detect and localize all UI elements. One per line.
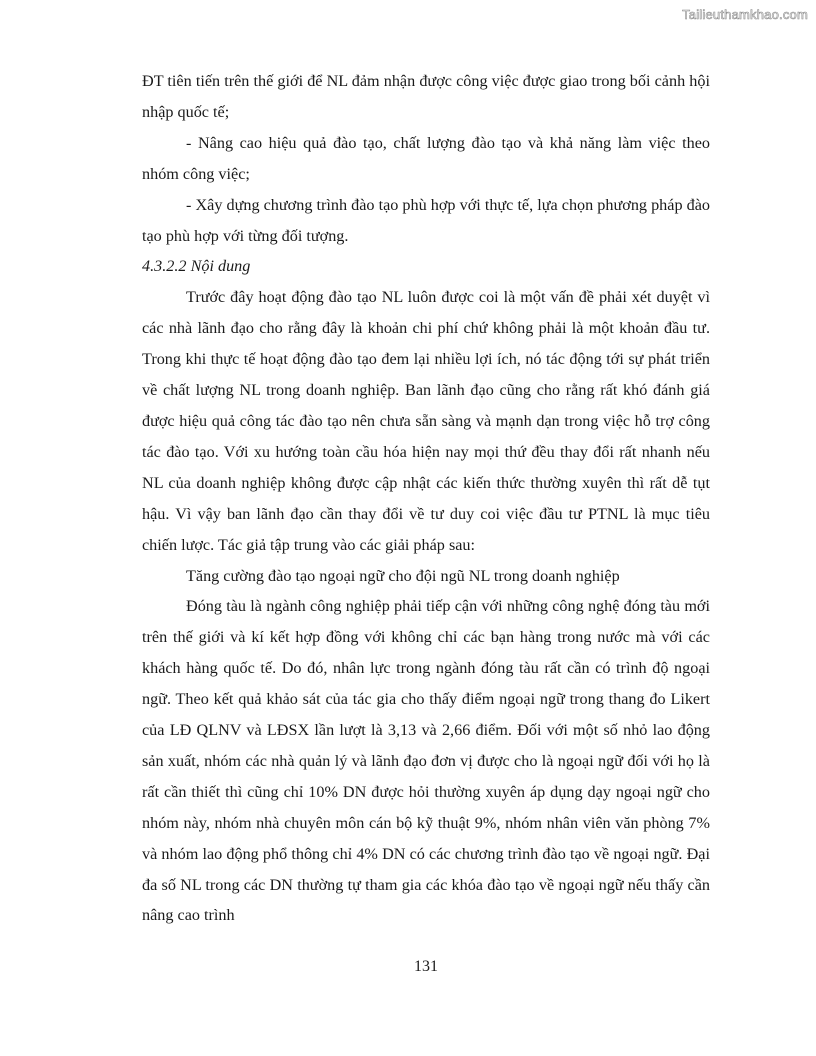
page-number: 131 — [414, 958, 438, 975]
bullet-item: - Xây dựng chương trình đào tạo phù hợp với thực tế, lựa chọn phương pháp đào tạo phù hợp với từng đối tượng. — [142, 195, 710, 245]
paragraph-continuation: ĐT tiên tiến trên thế giới để NL đảm nhận được công việc được giao trong bối cảnh hội nhập quốc tế; — [142, 72, 710, 121]
section-heading: 4.3.2.2 Nội dung — [142, 257, 251, 276]
bullet-item: - Nâng cao hiệu quả đào tạo, chất lượng đào tạo và khả năng làm việc theo nhóm công việc; — [142, 133, 710, 183]
body-paragraph: Trước đây hoạt động đào tạo NL luôn được coi là một vấn đề phải xét duyệt vì các nhà lãnh đạo cho rằng đây là khoản chi phí chứ không phải là một khoản đầu tư. Trong khi thực tế hoạt động đào tạo đem lại nhiều lợi ích, nó tác động tới sự phát triển về chất lượng NL trong doanh nghiệp. Ban lãnh đạo cũng cho rằng rất khó đánh giá được hiệu quả công tác đào tạo nên chưa sẵn sàng và mạnh dạn trong việc hỗ trợ công tác đào tạo. Với xu hướng toàn cầu hóa hiện nay mọi thứ đều thay đổi rất nhanh nếu NL của doanh nghiệp không được cập nhật các kiến thức thường xuyên thì rất dễ tụt hậu. Vì vậy ban lãnh đạo cần thay đổi về tư duy coi việc đầu tư PTNL là mục tiêu chiến lược. Tác giả tập trung vào các giải pháp sau: — [142, 288, 710, 554]
watermark: Tailieuthamkhao.com — [682, 7, 808, 22]
subheading: Tăng cường đào tạo ngoại ngữ cho đội ngũ NL trong doanh nghiệp — [186, 566, 620, 585]
body-paragraph: Đóng tàu là ngành công nghiệp phải tiếp cận với những công nghệ đóng tàu mới trên thế giới và kí kết hợp đồng với không chỉ các bạn hàng trong nước mà với các khách hàng quốc tế. Do đó, nhân lực trong ngành đóng tàu rất cần có trình độ ngoại ngữ. Theo kết quả khảo sát của tác gia cho thấy điểm ngoại ngữ trong thang đo Likert của LĐ QLNV và LĐSX lần lượt là 3,13 và 2,66 điểm. Đối với một số nhỏ lao động sản xuất, nhóm các nhà quản lý và lãnh đạo đơn vị được cho là ngoại ngữ đối với họ là rất cần thiết thì cũng chỉ 10% DN được hỏi thường xuyên áp dụng dạy ngoại ngữ cho nhóm này, nhóm nhà chuyên môn cán bộ kỹ thuật 9%, nhóm nhân viên văn phòng 7% và nhóm lao động phổ thông chỉ 4% DN có các chương trình đào tạo về ngoại ngữ. Đại đa số NL trong các DN thường tự tham gia các khóa đào tạo về ngoại ngữ nếu thấy cần nâng cao trình — [142, 597, 710, 925]
document-body — [142, 66, 710, 931]
